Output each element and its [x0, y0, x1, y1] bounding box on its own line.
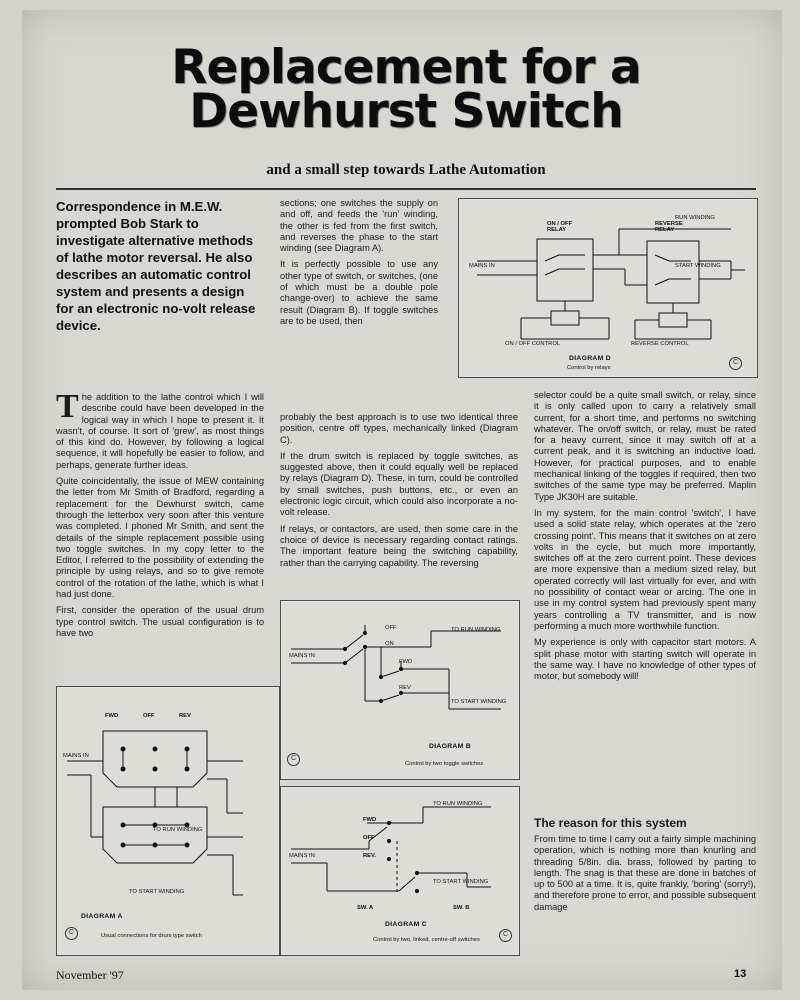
- label-mains-in: MAINS IN: [289, 653, 315, 659]
- col3-para-3: My experience is only with capacitor start motors. A split phase motor with starting switch will operate in the same way. I have no knowledge of other types of motor, but somebody will!: [534, 637, 756, 682]
- figure-diagram-a: [56, 686, 280, 956]
- header-divider: [56, 188, 756, 190]
- label-off: OFF: [363, 835, 375, 841]
- drop-cap: T: [56, 388, 79, 425]
- title-line-2: Dewhurst Switch: [189, 84, 623, 139]
- title-line-1: Replacement for a: [171, 40, 641, 95]
- label-to-run-winding: TO RUN WINDING: [451, 627, 501, 633]
- footer-issue: November '97: [56, 968, 124, 982]
- diagram-c-caption: Control by two, linked, centre-off switches: [373, 937, 480, 943]
- label-start-winding: START WINDING: [675, 263, 721, 269]
- col1-para-2: Quite coincidentally, the issue of MEW containing the letter from Mr Smith of Bradford, regarding a replacement for the Dewhurst switch, came through the letterbox very soon after this venture was completed. I phoned Mr Smith, and sent the details of the simple replacement possible using two toggle switches. In my copy letter to the Editor, I referred to the possibility of extending the principle by using relays, and so to give remote control of the rotation of the lathe, which is what I had just done.: [56, 476, 264, 600]
- col3-para-1: selector could be a quite small switch, or relay, since it is only called upon to carry a relatively small current, for a short time, and performs no switching whatever. The on/off switch, or relay, must be rated for a heavy current, since it may switch off at a current peak, and it is switching an inductive load. However, for practical purposes, and to enable mechanical linking of the toggles if required, then two switches of the same type may be preferred. Maplin Type JK30H are suitable.: [534, 390, 756, 502]
- col3-para-2: In my system, for the main control 'switch', I have used a solid state relay, which operates at the 'zero crossing point'. This means that it switches on at zero volts in the cycle, but much more importantly, switches off at the zero current point. These devices are more expensive than a medium sized relay, but operated correctly will last virtually for ever, and with no possibility of contact wear or arcing. The one in use in my control system had previously spent many years controlling a TV transmitter, and is now performing a much more worthwhile function.: [534, 507, 756, 631]
- label-on-off-relay: ON / OFF RELAY: [547, 221, 573, 233]
- diagram-d-caption: Control by relays: [567, 365, 611, 371]
- label-to-start-winding: TO START WINDING: [433, 879, 489, 885]
- label-sw-a: SW. A: [357, 905, 374, 911]
- column-one: [56, 388, 264, 644]
- label-mains-in: MAINS IN: [469, 263, 495, 269]
- col2-para-2: It is perfectly possible to use any other type of switch, or switches, (one of which must be a double pole change-over) to achieve the same result (Diagram B). If toggle switches are to be used, then: [280, 259, 438, 326]
- figure-diagram-d: [458, 198, 758, 378]
- label-on-off-control: ON / OFF CONTROL: [505, 341, 561, 347]
- label-to-run-winding: TO RUN WINDING: [433, 801, 483, 807]
- diagram-c-title: DIAGRAM C: [385, 921, 427, 928]
- col2-para-3: probably the best approach is to use two identical three position, centre off types, mechanically linked (Diagram C).: [280, 412, 518, 445]
- article-subhead: and a small step towards Lathe Automation: [266, 162, 546, 178]
- label-fwd: FWD: [363, 817, 377, 823]
- label-to-run-winding: TO RUN WINDING: [153, 827, 203, 833]
- label-to-start-winding: TO START WINDING: [451, 699, 507, 705]
- label-sw-b: SW. B: [453, 905, 470, 911]
- section-heading: The reason for this system: [534, 816, 687, 830]
- col2-para-1: sections; one switches the supply on and off, and feeds the 'run' winding, the other is fed from the first switch, and reverses the phase to the start winding (see Diagram A).: [280, 198, 438, 254]
- article-masthead: [56, 40, 756, 139]
- label-reverse-relay: REVERSE RELAY: [655, 221, 683, 233]
- label-mains-in: MAINS IN: [63, 753, 89, 759]
- diagram-c-svg: [281, 787, 517, 953]
- column-two-top: [280, 198, 438, 332]
- copyright-mark: C: [499, 929, 512, 942]
- column-two-bottom: [280, 412, 518, 574]
- label-rev: REV: [399, 685, 411, 691]
- label-on: ON: [385, 641, 394, 647]
- column-three-section: [534, 810, 756, 918]
- col3-para-4: From time to time I carry out a fairly simple machining operation, which is nothing more than knurling and threading 5/8in. dia. brass, followed by parting to length. The snag is that these are done in batches of up to 500 at a time. It is, quite frankly, 'boring' (sorry!), and therefore prone to error, and possible subsequent damage: [534, 834, 756, 912]
- diagram-d-svg: [459, 199, 755, 375]
- diagram-a-title: DIAGRAM A: [81, 913, 123, 920]
- label-rev: REV: [179, 713, 191, 719]
- col2-para-5: If relays, or contactors, are used, then some care in the choice of device is necessary regarding contact ratings. The important feature being the switching capability, rather than the carrying capability. The reversing: [280, 523, 518, 568]
- col1-para-1: he addition to the lathe control which I will describe could have been developed in the logical way in which I hope to present it. It wasn't, of course. It sort of 'grew', as most things of this kind do. However, by following a logical sequence, it will hopefully be easier to follow, and perhaps, generate further ideas.: [56, 392, 264, 470]
- diagram-b-caption: Control by two toggle switches: [405, 761, 484, 767]
- diagram-b-title: DIAGRAM B: [429, 743, 471, 750]
- label-reverse-control: REVERSE CONTROL: [631, 341, 689, 347]
- standfirst: Correspondence in M.E.W. prompted Bob Stark to investigate alternative methods of lathe motor reversal. He also describes an automatic control system and presents a design for an electronic no-volt release device.: [56, 199, 256, 333]
- figure-diagram-c: [280, 786, 520, 956]
- label-off: OFF: [143, 713, 155, 719]
- figure-diagram-b: [280, 600, 520, 780]
- label-to-start-winding: TO START WINDING: [129, 889, 185, 895]
- column-three: [534, 390, 756, 687]
- label-mains-in: MAINS IN: [289, 853, 315, 859]
- footer-page-number: 13: [734, 968, 747, 980]
- paper-sheet: [22, 10, 782, 990]
- label-fwd: FWD: [105, 713, 119, 719]
- copyright-mark: C: [65, 927, 78, 940]
- col1-para-3: First, consider the operation of the usual drum type control switch. The usual configuration is to have two: [56, 605, 264, 638]
- label-run-winding: RUN WINDING: [675, 215, 715, 221]
- copyright-mark: C: [729, 357, 742, 370]
- diagram-a-caption: Usual connections for drum type switch: [101, 933, 202, 939]
- diagram-d-title: DIAGRAM D: [569, 355, 611, 362]
- label-fwd: FWD: [399, 659, 413, 665]
- label-off: OFF: [385, 625, 397, 631]
- label-rev: REV.: [363, 853, 376, 859]
- col2-para-4: If the drum switch is replaced by toggle switches, as suggested above, then it could equally well be replaced by relays (Diagram D). These, in turn, could be controlled by small switches, push buttons, etc., or even an electronic logic circuit, which could also incorporate a no-volt release.: [280, 450, 518, 518]
- copyright-mark: C: [287, 753, 300, 766]
